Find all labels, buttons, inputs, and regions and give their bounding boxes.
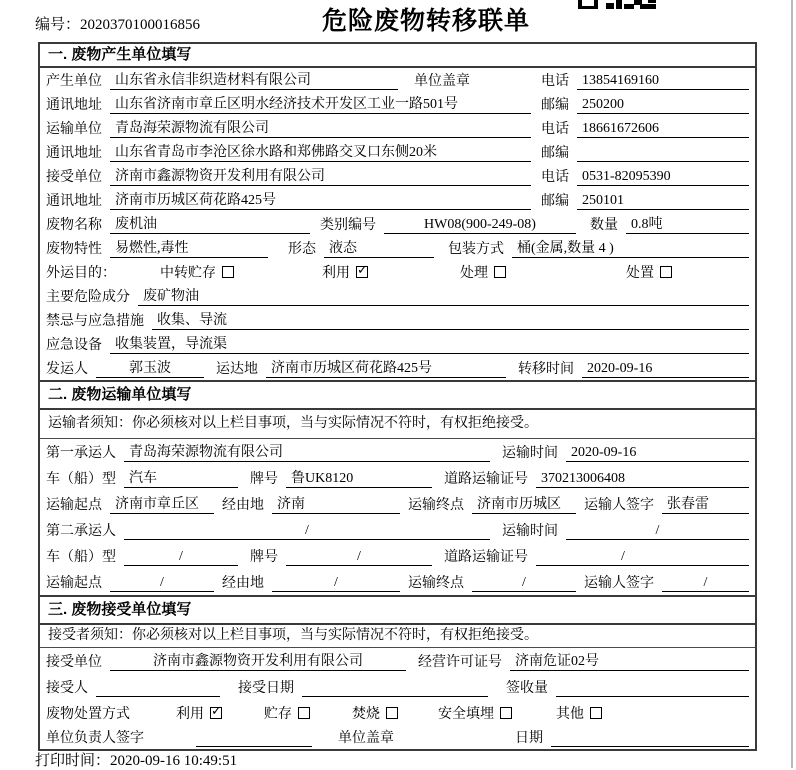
row-producer (40, 68, 755, 92)
emergency-equipment-label: 应急设备 (46, 338, 102, 353)
purpose-reuse-checkbox (356, 266, 368, 278)
row-receiver (40, 164, 755, 188)
page-edge-line (791, 0, 793, 768)
disposal-other-checkbox (590, 707, 602, 719)
transporter-value: 青岛海荣源物流有限公司 (110, 119, 531, 138)
receiver-phone-label: 电话 (541, 170, 569, 185)
second-vehicle-type-label: 车（船）型 (46, 550, 116, 565)
receiver-label: 接受单位 (46, 170, 102, 185)
receiver-address-value: 济南市历城区荷花路425号 (110, 191, 531, 210)
sign-date-label: 日期 (515, 731, 543, 746)
second-transport-time-label: 运输时间 (502, 524, 558, 539)
row-transporter (40, 116, 755, 140)
section2-header: 二. 废物运输单位填写 (40, 380, 755, 410)
waste-traits-value: 易燃性,毒性 (110, 239, 268, 258)
disposal-storage-checkbox (298, 707, 310, 719)
transporter-label: 运输单位 (46, 122, 102, 137)
row-transporter-address (40, 140, 755, 164)
receiver-zip-value: 250101 (577, 191, 749, 210)
row-first-route (40, 491, 755, 517)
first-route-end-value: 济南市历城区 (472, 495, 576, 514)
second-road-permit-label: 道路运输证号 (444, 550, 528, 565)
row-second-carrier (40, 517, 755, 543)
second-carrier-label: 第二承运人 (46, 524, 116, 539)
receiver-address-label: 通讯地址 (46, 194, 102, 209)
purpose-treatment-label: 处理 (460, 266, 488, 281)
section1-header: 一. 废物产生单位填写 (40, 44, 755, 68)
hazard-component-label: 主要危险成分 (46, 290, 130, 305)
unit-signature-label: 单位负责人签字 (46, 731, 144, 746)
hazard-component-value: 废矿物油 (138, 287, 749, 306)
producer-phone-label: 电话 (541, 74, 569, 89)
row-hazard-component (40, 284, 755, 308)
row-first-vehicle (40, 465, 755, 491)
emergency-equipment-value: 收集装置，导流渠 (110, 335, 749, 354)
transporter-zip-value (577, 143, 749, 162)
first-route-end-label: 运输终点 (408, 498, 464, 513)
first-vehicle-type-label: 车（船）型 (46, 472, 116, 487)
waste-pack-value: 桶(金属,数量 4 ) (512, 239, 749, 258)
first-route-via-label: 经由地 (222, 498, 264, 513)
destination-value: 济南市历城区荷花路425号 (266, 359, 506, 378)
accept-person-label: 接受人 (46, 681, 88, 696)
disposal-landfill-label: 安全填埋 (438, 706, 494, 722)
accept-date-value (302, 678, 488, 697)
producer-seal-label: 单位盖章 (414, 74, 470, 89)
transporter-zip-label: 邮编 (541, 146, 569, 161)
producer-address-value: 山东省济南市章丘区明水经济技术开发区工业一路501号 (110, 95, 531, 114)
disposal-other-label: 其他 (556, 706, 584, 722)
signed-quantity-value (556, 678, 749, 697)
waste-form-value: 液态 (324, 239, 434, 258)
producer-zip-value: 250200 (577, 95, 749, 114)
waste-code-value: HW08(900-249-08) (384, 215, 576, 234)
waste-pack-label: 包装方式 (448, 242, 504, 257)
second-vehicle-type-value: / (124, 547, 238, 566)
receiver-notice: 接受者须知：你必须核对以上栏目事项，当与实际情况不符时，有权拒绝接受。 (40, 625, 755, 648)
second-plate-value: / (286, 547, 432, 566)
purpose-treatment-checkbox (494, 266, 506, 278)
first-carrier-value: 青岛海荣源物流有限公司 (124, 443, 490, 462)
disposal-storage-label: 贮存 (264, 706, 292, 722)
transfer-purpose-label: 外运目的： (46, 266, 116, 281)
producer-zip-label: 邮编 (541, 98, 569, 113)
print-time-label: 打印时间： (35, 753, 111, 769)
signed-quantity-label: 签收量 (506, 681, 548, 696)
first-route-start-value: 济南市章丘区 (110, 495, 214, 514)
section3-header: 三. 废物接受单位填写 (40, 595, 755, 625)
purpose-disposal-label: 处置 (626, 266, 654, 281)
first-plate-label: 牌号 (250, 472, 278, 487)
producer-value: 山东省永信非织造材料有限公司 (110, 71, 398, 90)
accept-date-label: 接受日期 (238, 681, 294, 696)
waste-form-label: 形态 (288, 242, 316, 257)
row-second-route (40, 569, 755, 595)
print-time-value: 2020-09-16 10:49:51 (110, 753, 238, 769)
waste-qty-label: 数量 (590, 218, 618, 233)
first-carrier-label: 第一承运人 (46, 446, 116, 461)
transporter-notice: 运输者须知：你必须核对以上栏目事项，当与实际情况不符时，有权拒绝接受。 (40, 410, 755, 439)
unit-seal-label: 单位盖章 (338, 731, 394, 746)
qr-code-fragment-icon (578, 0, 656, 9)
taboo-measures-value: 收集、导流 (152, 311, 749, 330)
waste-traits-label: 废物特性 (46, 242, 102, 257)
second-carrier-sign-value: / (662, 573, 749, 592)
disposal-reuse-label: 利用 (176, 706, 204, 722)
disposal-incineration-checkbox (386, 707, 398, 719)
row-transfer-purpose (40, 260, 755, 284)
serial-label: 编号： (35, 17, 81, 33)
producer-label: 产生单位 (46, 74, 102, 89)
first-transport-time-value: 2020-09-16 (566, 443, 749, 462)
second-route-via-label: 经由地 (222, 576, 264, 591)
first-route-via-value: 济南 (272, 495, 400, 514)
receiver-phone-value: 0531-82095390 (577, 167, 749, 186)
disposal-method-label: 废物处置方式 (46, 706, 130, 722)
row-unit-signature (40, 725, 755, 749)
waste-qty-value: 0.8吨 (626, 215, 749, 234)
purpose-disposal-checkbox (660, 266, 672, 278)
transfer-time-label: 转移时间 (518, 362, 574, 377)
transporter-phone-label: 电话 (541, 122, 569, 137)
second-route-end-value: / (472, 573, 576, 592)
receiver-zip-label: 邮编 (541, 194, 569, 209)
second-plate-label: 牌号 (250, 550, 278, 565)
waste-name-value: 废机油 (110, 215, 310, 234)
second-carrier-value: / (124, 521, 490, 540)
waste-code-label: 类别编号 (320, 218, 376, 233)
second-route-end-label: 运输终点 (408, 576, 464, 591)
serial-value: 2020370100016856 (80, 17, 201, 33)
transporter-address-value: 山东省青岛市李沧区徐水路和郑佛路交叉口东侧20米 (110, 143, 531, 162)
unit-signature-value (196, 728, 312, 747)
dispatcher-value: 郭玉波 (96, 359, 204, 378)
accept-unit-value: 济南市鑫源物资开发利用有限公司 (110, 652, 406, 671)
disposal-reuse-checkbox (210, 707, 222, 719)
second-carrier-sign-label: 运输人签字 (584, 576, 654, 591)
first-carrier-sign-label: 运输人签字 (584, 498, 654, 513)
sign-date-value (551, 728, 749, 747)
form-box (38, 42, 757, 751)
row-dispatch (40, 356, 755, 380)
second-road-permit-value: / (536, 547, 749, 566)
first-plate-value: 鲁UK8120 (286, 469, 432, 488)
purpose-transit-storage-checkbox (222, 266, 234, 278)
first-vehicle-type-value: 汽车 (124, 469, 238, 488)
purpose-transit-storage-label: 中转贮存 (160, 266, 216, 281)
transporter-phone-value: 18661672606 (577, 119, 749, 138)
accept-person-value (96, 678, 220, 697)
serial-number (35, 13, 200, 34)
disposal-landfill-checkbox (500, 707, 512, 719)
destination-label: 运达地 (216, 362, 258, 377)
first-transport-time-label: 运输时间 (502, 446, 558, 461)
accept-unit-label: 接受单位 (46, 655, 102, 670)
first-road-permit-value: 370213006408 (536, 469, 749, 488)
row-taboo-measures (40, 308, 755, 332)
first-carrier-sign-value: 张春雷 (662, 495, 749, 514)
receiver-value: 济南市鑫源物资开发利用有限公司 (110, 167, 531, 186)
purpose-reuse-label: 利用 (322, 266, 350, 281)
row-second-vehicle (40, 543, 755, 569)
second-route-via-value: / (272, 573, 400, 592)
dispatcher-label: 发运人 (46, 362, 88, 377)
license-number-value: 济南危证02号 (510, 652, 749, 671)
row-accept-person (40, 674, 755, 700)
row-producer-address (40, 92, 755, 116)
second-route-start-value: / (110, 573, 214, 592)
waste-name-label: 废物名称 (46, 218, 102, 233)
row-disposal-method (40, 700, 755, 725)
producer-address-label: 通讯地址 (46, 98, 102, 113)
row-waste-name (40, 212, 755, 236)
producer-phone-value: 13854169160 (577, 71, 749, 90)
transporter-address-label: 通讯地址 (46, 146, 102, 161)
row-waste-traits (40, 236, 755, 260)
second-transport-time-value: / (566, 521, 749, 540)
row-receiver-address (40, 188, 755, 212)
print-time (35, 749, 237, 770)
row-emergency-equipment (40, 332, 755, 356)
row-accept-unit (40, 648, 755, 674)
second-route-start-label: 运输起点 (46, 576, 102, 591)
row-first-carrier (40, 439, 755, 465)
first-road-permit-label: 道路运输证号 (444, 472, 528, 487)
taboo-measures-label: 禁忌与应急措施 (46, 314, 144, 329)
page-title: 危险废物转移联单 (321, 7, 531, 35)
first-route-start-label: 运输起点 (46, 498, 102, 513)
license-number-label: 经营许可证号 (418, 655, 502, 670)
disposal-incineration-label: 焚烧 (352, 706, 380, 722)
transfer-time-value: 2020-09-16 (582, 359, 749, 378)
